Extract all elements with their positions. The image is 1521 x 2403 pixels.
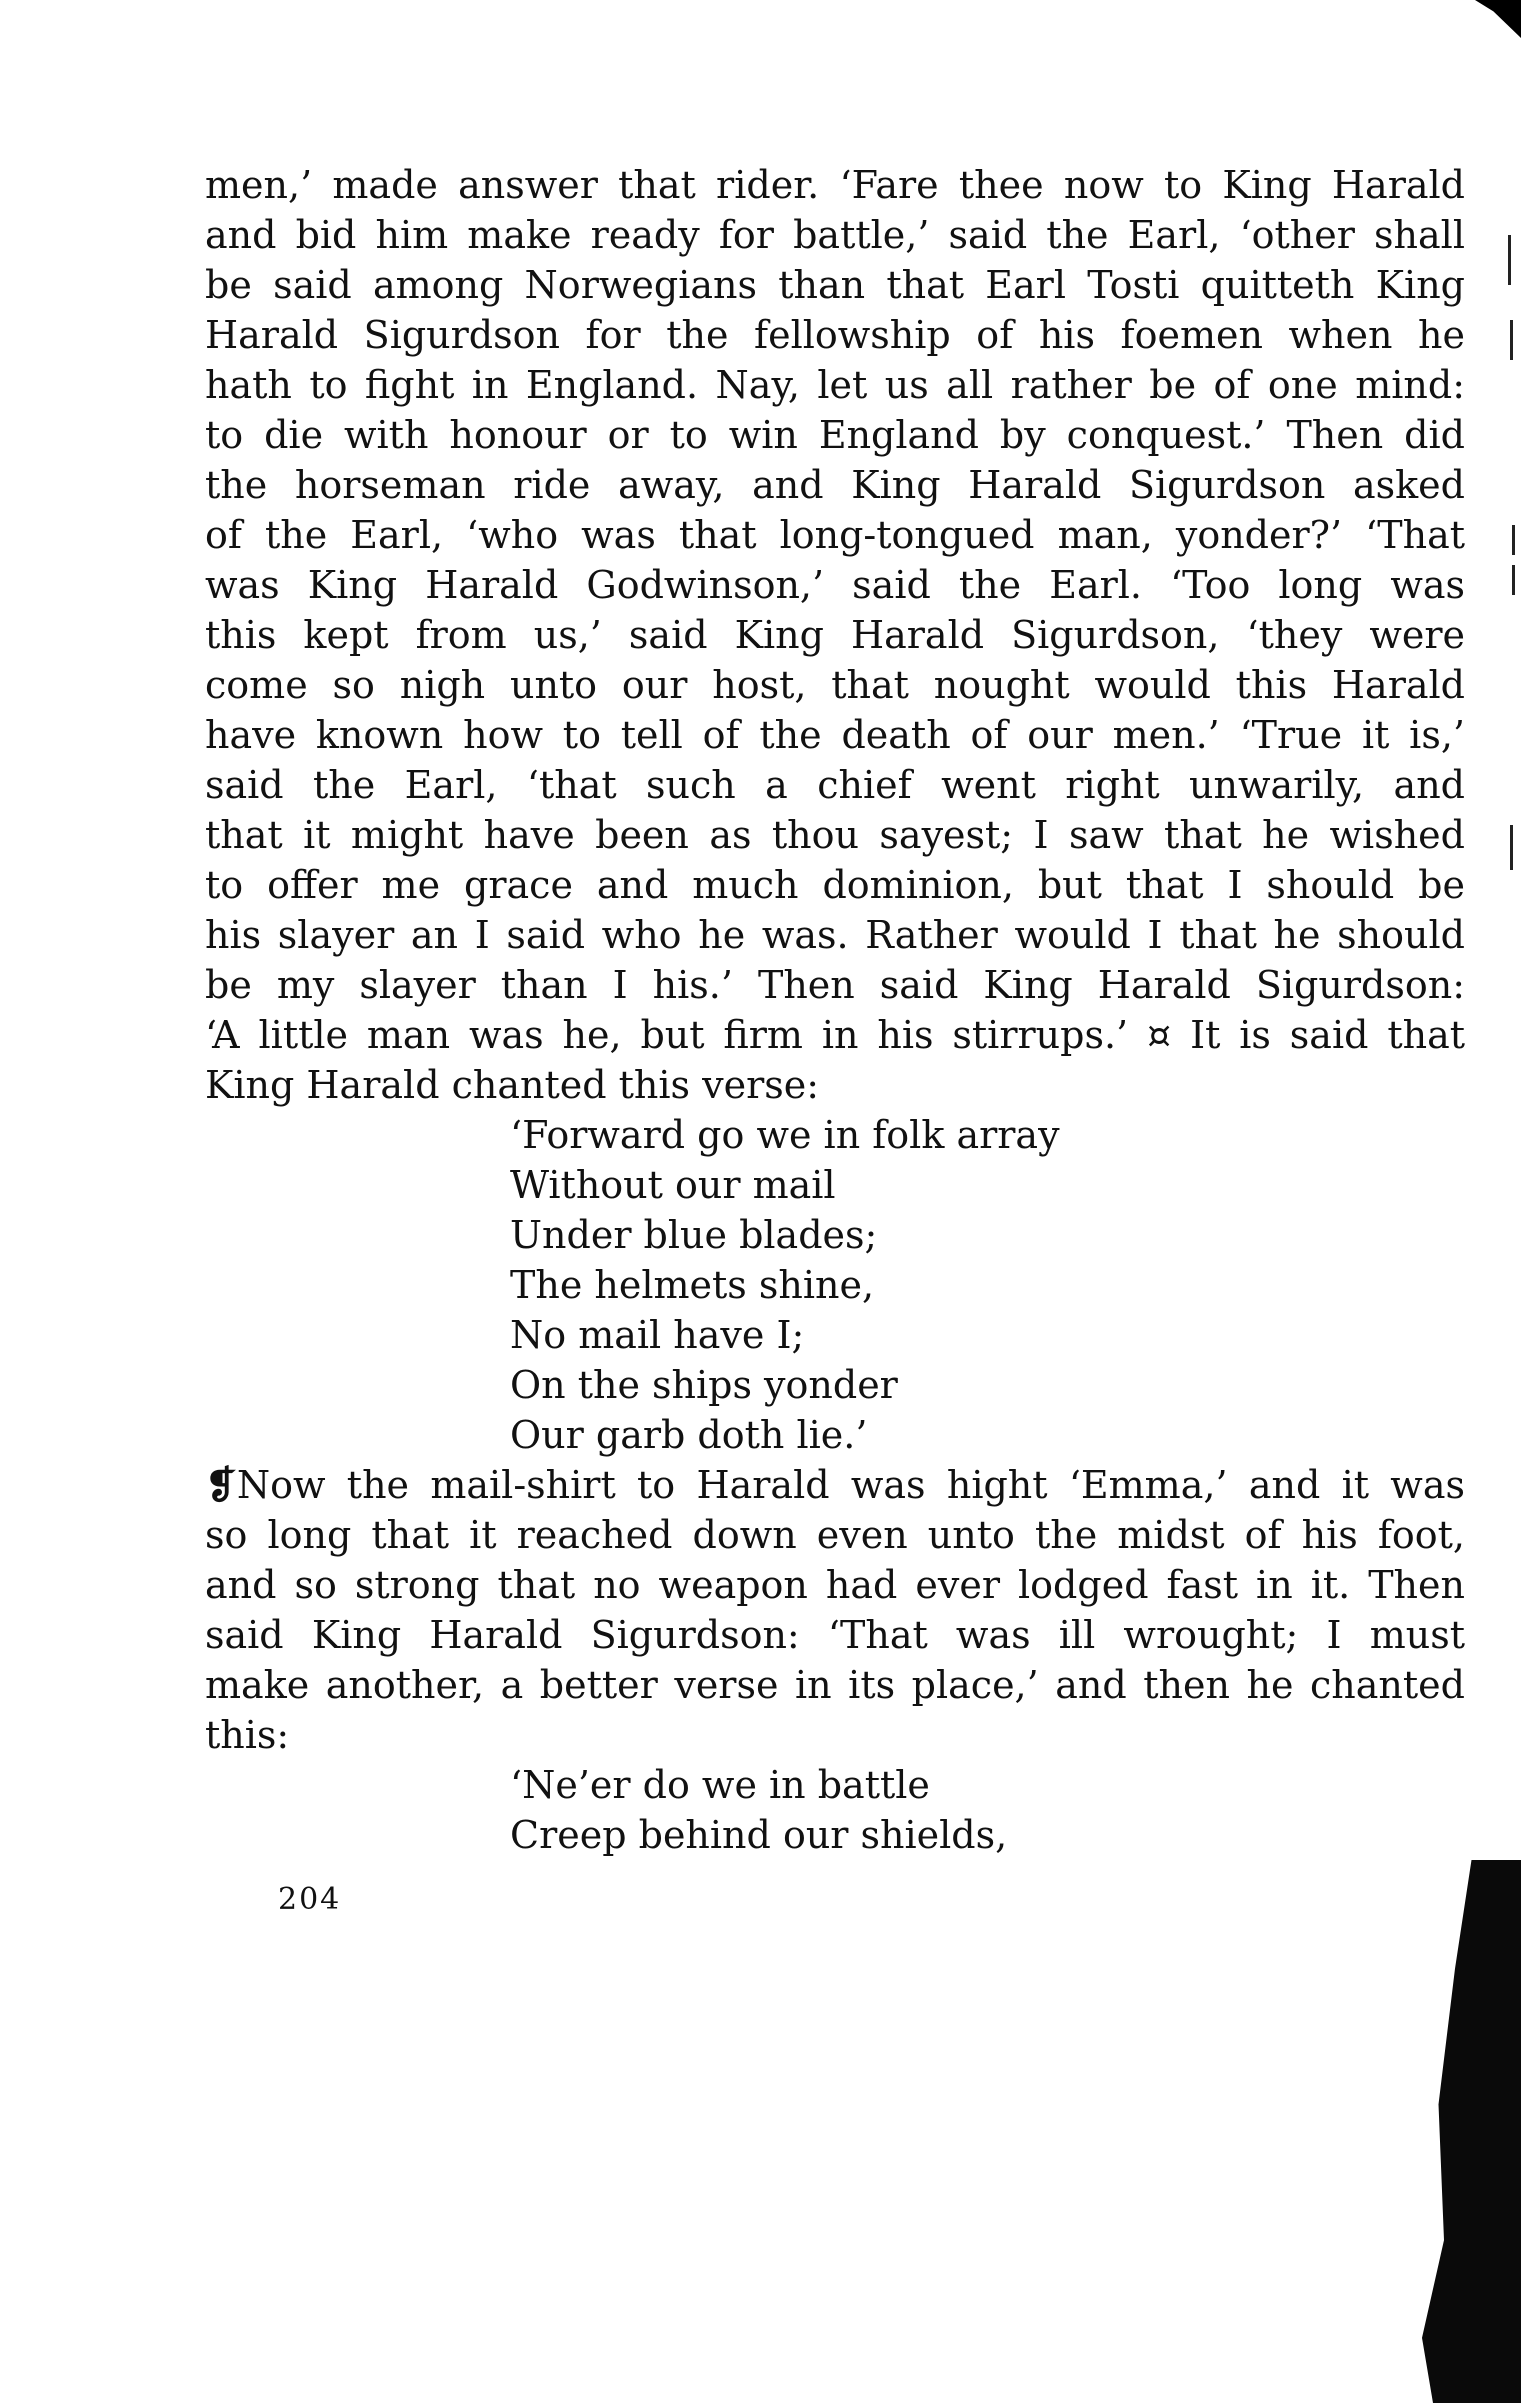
text-line: this:	[205, 1713, 290, 1757]
text-line: and so strong that no weapon had ever lodged fast in it. Then	[205, 1563, 1465, 1607]
verse-line: The helmets shine,	[510, 1263, 875, 1307]
verse-line: ‘Forward go we in folk array	[510, 1113, 1060, 1157]
scan-artifact-bottom	[1411, 1860, 1521, 2403]
text-line: and bid him make ready for battle,’ said the Earl, ‘other shall	[205, 213, 1465, 257]
verse-2	[510, 1760, 1007, 1860]
verse-line: Our garb doth lie.’	[510, 1413, 868, 1457]
text-line: Harald Sigurdson for the fellowship of his foemen when he	[205, 313, 1465, 357]
verse-line: No mail have I;	[510, 1313, 805, 1357]
paragraph-2	[205, 1460, 1465, 1760]
text-line: make another, a better verse in its place,’ and then he chanted	[205, 1663, 1465, 1707]
scan-mark	[1510, 320, 1513, 360]
text-line: was King Harald Godwinson,’ said the Earl. ‘Too long was	[205, 563, 1465, 607]
scan-mark	[1510, 840, 1513, 870]
text-line: so long that it reached down even unto the midst of his foot,	[205, 1513, 1465, 1557]
text-line: that it might have been as thou sayest; I saw that he wished	[205, 813, 1465, 857]
verse-line: On the ships yonder	[510, 1363, 898, 1407]
text-line: King Harald chanted this verse:	[205, 1063, 820, 1107]
text-line: of the Earl, ‘who was that long-tongued man, yonder?’ ‘That	[205, 513, 1465, 557]
text-line: to offer me grace and much dominion, but that I should be	[205, 863, 1465, 907]
text-line	[205, 1460, 1465, 1510]
text-line: said the Earl, ‘that such a chief went right unwarily, and	[205, 763, 1465, 807]
text-line: to die with honour or to win England by conquest.’ Then did	[205, 413, 1465, 457]
verse-1	[510, 1110, 1060, 1460]
paragraph-1	[205, 160, 1465, 1110]
page-number: 204	[278, 1882, 342, 1917]
text-line: the horseman ride away, and King Harald Sigurdson asked	[205, 463, 1465, 507]
text-line: said King Harald Sigurdson: ‘That was ill wrought; I must	[205, 1613, 1465, 1657]
text-line: be said among Norwegians than that Earl Tosti quitteth King	[205, 263, 1465, 307]
verse-line: Under blue blades;	[510, 1213, 878, 1257]
text-line: ‘A little man was he, but firm in his stirrups.’ ¤ It is said that	[205, 1013, 1465, 1057]
scan-artifact-top	[1475, 0, 1521, 38]
scan-mark	[1512, 525, 1515, 555]
verse-line: Creep behind our shields,	[510, 1813, 1008, 1857]
text-line: his slayer an I said who he was. Rather would I that he should	[205, 913, 1465, 957]
text-line: this kept from us,’ said King Harald Sigurdson, ‘they were	[205, 613, 1465, 657]
text-line: come so nigh unto our host, that nought would this Harald	[205, 663, 1465, 707]
scan-mark	[1508, 235, 1511, 285]
verse-line: Without our mail	[510, 1163, 836, 1207]
verse-line: ‘Ne’er do we in battle	[510, 1763, 930, 1807]
text-line: have known how to tell of the death of our men.’ ‘True it is,’	[205, 713, 1465, 757]
text-line: hath to fight in England. Nay, let us all rather be of one mind:	[205, 363, 1465, 407]
text-line: men,’ made answer that rider. ‘Fare thee now to King Harald	[205, 163, 1465, 207]
text-line: be my slayer than I his.’ Then said King Harald Sigurdson:	[205, 963, 1465, 1007]
scan-mark	[1512, 565, 1515, 595]
text-line-content: Now the mail-shirt to Harald was hight ‘Emma,’ and it was	[236, 1463, 1465, 1507]
pilcrow-icon: ❡	[205, 1462, 237, 1507]
